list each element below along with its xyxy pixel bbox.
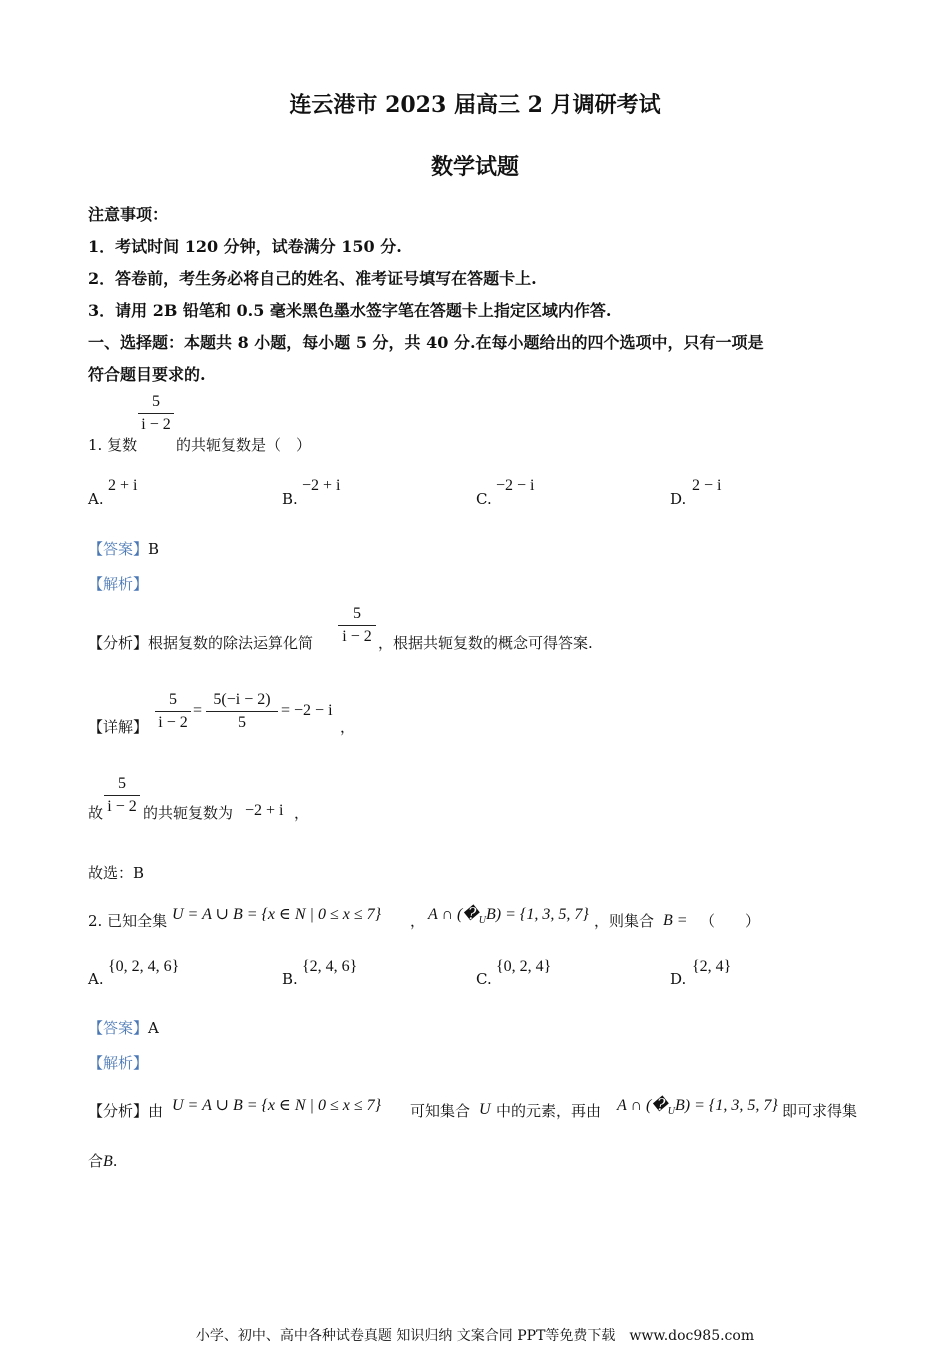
q2-b-eq: B =: [663, 912, 688, 929]
section-heading: 一、选择题：本题共 8 小题，每小题 5 分，共 40 分.在每小题给出的四个选项中，只有一项是: [88, 333, 764, 352]
footer-text: 小学、初中、高中各种试卷真题 知识归纳 文案合同 PPT等免费下载 www.doc985.com: [195, 1328, 755, 1344]
detail-frac-den: i − 2: [158, 714, 188, 731]
fenxi-u: U: [479, 1101, 491, 1118]
q2-option-math: {2, 4, 6}: [302, 958, 358, 975]
detail-tag: 【详解】: [88, 718, 149, 736]
punctuation: .: [112, 1152, 118, 1170]
q1-prefix: 1. 复数: [88, 436, 138, 454]
q2-inter-start: A ∩ (�: [428, 906, 479, 923]
conclusion-math: −2 + i: [245, 802, 284, 819]
conclusion-frac-den: i − 2: [107, 798, 137, 815]
q1-option-letter: A.: [88, 490, 104, 508]
conclusion-frac-num: 5: [118, 775, 126, 792]
conclusion-fraction: [104, 774, 140, 817]
q2-paren: （ ）: [700, 912, 761, 930]
fenxi-tag: 【分析】: [88, 1102, 149, 1120]
q2-option-letter: D.: [670, 970, 687, 988]
analysis-label: 【解析】: [88, 575, 149, 593]
punctuation: ，: [294, 804, 310, 822]
detail-result: = −2 − i: [281, 702, 333, 719]
detail-frac-den: 5: [238, 714, 246, 731]
answer-tag: 【答案】: [88, 1019, 149, 1037]
fenxi-text: ，根据共轭复数的概念可得答案.: [378, 634, 593, 652]
answer-value: A: [148, 1019, 159, 1037]
fenxi-line2: [88, 1150, 118, 1171]
q1-option-math: 2 − i: [692, 477, 722, 494]
analysis-tag: [88, 1052, 148, 1073]
q2-option-math: {0, 2, 4}: [496, 958, 552, 975]
fenxi-b: B: [103, 1153, 113, 1170]
fenxi-inter-start: A ∩ (�: [617, 1097, 668, 1114]
analysis-tag: [88, 573, 148, 594]
fenxi-text: 中的元素，再由: [496, 1102, 602, 1120]
fenxi-text: 合: [88, 1152, 104, 1170]
q2-prefix: 2. 已知全集: [88, 912, 168, 930]
q1-fraction: [138, 392, 174, 435]
fenxi-text: 可知集合: [410, 1102, 471, 1120]
exam-title: 连云港市 2023 届高三 2 月调研考试: [289, 92, 661, 118]
notice-item: 2．答卷前，考生务必将自己的姓名、准考证号填写在答题卡上.: [88, 269, 537, 288]
notice-heading: 注意事项：: [88, 205, 169, 224]
q2-answer: [88, 1017, 159, 1038]
answer-tag: 【答案】: [88, 540, 149, 558]
conclusion-prefix: 故: [88, 804, 104, 822]
q1-suffix: 的共轭复数是（ ）: [176, 436, 312, 454]
fenxi-frac-num: 5: [353, 605, 361, 622]
q2-intersection: [428, 904, 589, 926]
q2-set-u: U = A ∪ B = {x ∈ N | 0 ≤ x ≤ 7}: [172, 906, 381, 923]
fenxi-text: 即可求得集: [782, 1102, 858, 1120]
fenxi-inter-sub: U: [667, 1106, 676, 1118]
q1-frac-den: i − 2: [141, 416, 171, 433]
q1-option-letter: D.: [670, 490, 687, 508]
q1-option-math: 2 + i: [108, 477, 138, 494]
fenxi-intersection: [617, 1095, 778, 1117]
exam-subtitle: 数学试题: [430, 154, 519, 180]
fenxi-text: 根据复数的除法运算化简: [148, 634, 314, 652]
q2-inter-sub: U: [478, 915, 487, 927]
fenxi-set-u: U = A ∪ B = {x ∈ N | 0 ≤ x ≤ 7}: [172, 1097, 381, 1114]
section-heading-cont: 符合题目要求的.: [88, 365, 206, 384]
fenxi-frac-den: i − 2: [342, 628, 372, 645]
q2-option-math: {2, 4}: [692, 958, 732, 975]
q1-choice: 故选：B: [88, 864, 145, 882]
q1-option-math: −2 + i: [302, 477, 341, 494]
q2-option-letter: C.: [476, 970, 492, 988]
detail-frac-num: 5(−i − 2): [213, 691, 271, 708]
punctuation: ，: [410, 912, 426, 930]
q1-frac-num: 5: [152, 393, 160, 410]
answer-value: B: [148, 540, 160, 558]
fenxi-tag: 【分析】: [88, 634, 149, 652]
q2-option-letter: A.: [88, 970, 104, 988]
analysis-label: 【解析】: [88, 1054, 149, 1072]
q2-fenxi: [88, 1100, 163, 1121]
q1-fenxi: [88, 632, 313, 653]
conclusion-text: 的共轭复数为: [143, 804, 234, 822]
fenxi-text: 由: [148, 1102, 164, 1120]
q2-option-letter: B.: [282, 970, 298, 988]
fraction-bar: [155, 711, 191, 712]
notice-item: 1．考试时间 120 分钟，试卷满分 150 分.: [88, 237, 402, 256]
detail-frac-num: 5: [169, 691, 177, 708]
detail-fraction: [155, 690, 191, 733]
equals-sign: =: [193, 702, 203, 719]
fraction-bar: [338, 625, 376, 626]
q1-option-letter: C.: [476, 490, 492, 508]
fenxi-inter-end: B) = {1, 3, 5, 7}: [675, 1097, 778, 1114]
q2-inter-end: B) = {1, 3, 5, 7}: [486, 906, 589, 923]
fenxi-fraction: [338, 604, 376, 647]
fraction-bar: [138, 413, 174, 414]
fraction-bar: [104, 795, 140, 796]
q1-answer: [88, 538, 159, 559]
detail-fraction: [206, 690, 278, 733]
q2-suffix: ，则集合: [594, 912, 655, 930]
punctuation: ，: [340, 718, 356, 736]
q1-option-math: −2 − i: [496, 477, 535, 494]
notice-item: 3．请用 2B 铅笔和 0.5 毫米黑色墨水签字笔在答题卡上指定区域内作答.: [88, 301, 612, 320]
q2-option-math: {0, 2, 4, 6}: [108, 958, 180, 975]
q1-option-letter: B.: [282, 490, 298, 508]
fraction-bar: [206, 711, 278, 712]
